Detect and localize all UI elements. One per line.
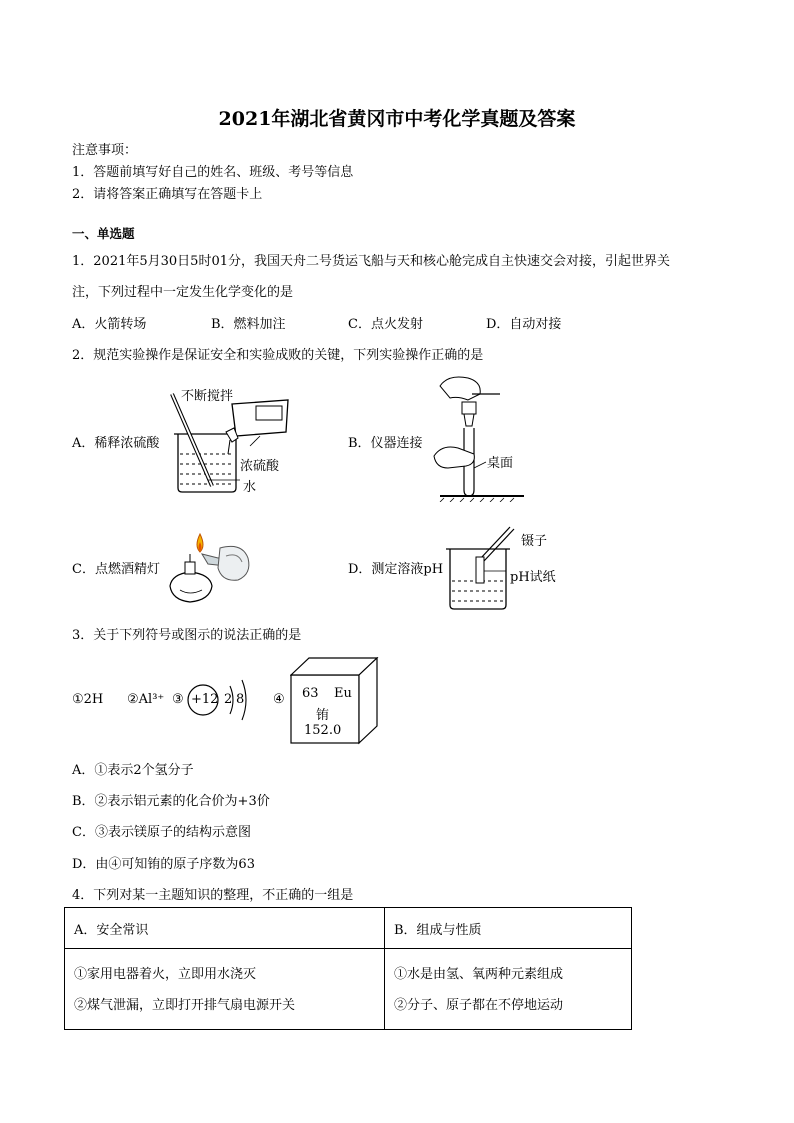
fig-b-desk-label: 桌面 [487,456,514,471]
element-atomic-number: 63 [302,686,319,701]
q3-symbol-1: ①2H [72,692,104,707]
notes-item-2: 2．请将答案正确填写在答题卡上 [72,187,263,202]
table-cell-a [65,949,385,1030]
q1-option-b: B．燃料加注 [211,317,286,332]
fig-d-tweezers-label: 镊子 [521,534,548,549]
fig-a-acid-label: 浓硫酸 [240,459,280,474]
element-name: 铕 [316,708,330,723]
q1-stem-line1: 1．2021年5月30日5时01分，我国天舟二号货运飞船与天和核心舱完成自主快速交会对接，引起世界关 [72,254,670,269]
q3-option-c: C．③表示镁原子的结构示意图 [72,825,251,840]
q3-option-b: B．②表示铝元素的化合价为+3价 [72,794,270,809]
table-cell-b [385,949,632,1030]
table-a-item-1: ①家用电器着火，立即用水浇灭 [74,967,257,982]
fig-a-water-label: 水 [243,480,257,495]
q3-symbol-2: ②Al³⁺ [127,692,165,707]
q1-option-d: D．自动对接 [486,317,562,332]
table-a-item-2: ②煤气泄漏，立即打开排气扇电源开关 [74,998,296,1013]
table-head-b: B．组成与性质 [385,908,632,949]
atom-shell-2-count: 8 [236,692,245,707]
table-b-item-1: ①水是由氢、氧两种元素组成 [394,967,564,982]
table-head-a: A．安全常识 [65,908,385,949]
figure-alcohol-lamp [160,520,260,610]
q2-stem: 2．规范实验操作是保证安全和实验成败的关键，下列实验操作正确的是 [72,348,484,363]
element-atomic-mass: 152.0 [304,723,342,738]
q2-option-b: B．仪器连接 [348,436,423,451]
element-symbol: Eu [334,686,352,701]
q1-stem-line2: 注，下列过程中一定发生化学变化的是 [72,285,294,300]
q3-symbol-4: ④ [273,692,285,707]
figure-instrument-connect [428,372,528,502]
q2-option-a: A．稀释浓硫酸 [72,436,160,451]
fig-d-paper-label: pH试纸 [510,570,556,585]
q3-option-a: A．①表示2个氢分子 [72,763,194,778]
q3-symbol-3: ③ [172,692,184,707]
atom-nucleus-charge: +12 [191,692,219,707]
q3-stem: 3．关于下列符号或图示的说法正确的是 [72,628,302,643]
q2-option-c: C．点燃酒精灯 [72,562,160,577]
atom-shell-1-count: 2 [224,692,233,707]
q2-option-d: D．测定溶液pH [348,562,444,577]
q1-option-a: A．火箭转场 [72,317,147,332]
q3-option-d: D．由④可知铕的原子序数为63 [72,857,255,872]
page-title: 2021年湖北省黄冈市中考化学真题及答案 [218,108,576,130]
notes-heading: 注意事项： [72,143,138,158]
notes-item-1: 1．答题前填写好自己的姓名、班级、考号等信息 [72,165,354,180]
q4-table [64,907,632,1030]
fig-a-stir-label: 不断搅拌 [181,389,234,404]
table-body-row [65,949,632,1030]
table-b-item-2: ②分子、原子都在不停地运动 [394,998,564,1013]
q1-option-c: C．点火发射 [348,317,423,332]
table-header-row [65,908,632,949]
section-heading: 一、单选题 [72,226,135,241]
q4-stem: 4．下列对某一主题知识的整理，不正确的一组是 [72,888,354,903]
figure-ph-test [440,525,520,615]
